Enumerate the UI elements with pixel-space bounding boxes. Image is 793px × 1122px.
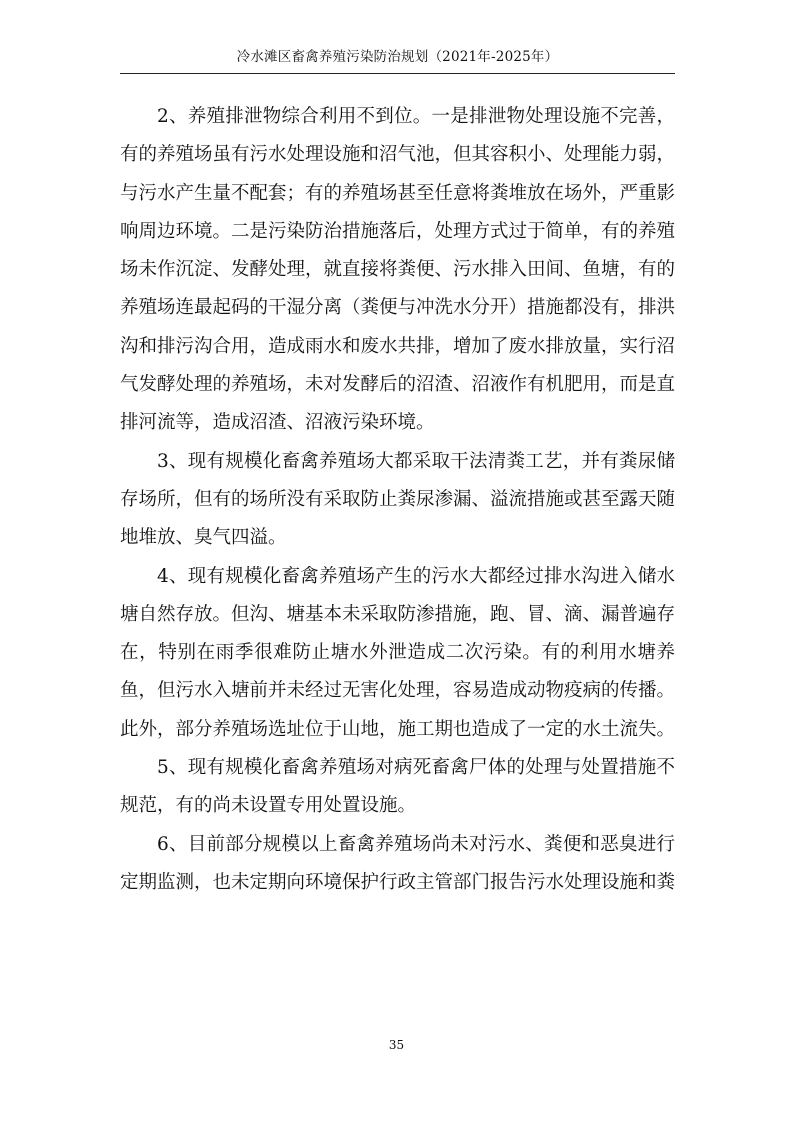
paragraph-item-5: 5、现有规模化畜禽养殖场对病死畜禽尸体的处理与处置措施不规范，有的尚未设置专用处置设施。 [120,757,675,817]
paragraph-item-2: 2、养殖排泄物综合利用不到位。一是排泄物处理设施不完善，有的养殖场虽有污水处理设施和沼气池，但其容积小、处理能力弱，与污水产生量不配套；有的养殖场甚至任意将粪堆放在场外，严重影响周边环境。二是污染防治措施落后，处理方式过于简单，有的养殖场未作沉淀、发酵处理，就直接将粪便、污水排入田间、鱼塘，有的养殖场连最起码的干湿分离（粪便与冲洗水分开）措施都没有，排洪沟和排污沟合用，造成雨水和废水共排，增加了废水排放量，实行沼气发酵处理的养殖场，未对发酵后的沼渣、沼液作有机肥用，而是直排河流等，造成沼渣、沼液污染环境。 [120,106,676,434]
paragraph-item-3: 3、现有规模化畜禽养殖场大都采取干法清粪工艺，并有粪尿储存场所，但有的场所没有采取防止粪尿渗漏、溢流措施或甚至露天随地堆放、臭气四溢。 [120,450,676,549]
paragraph-item-6: 6、目前部分规模以上畜禽养殖场尚未对污水、粪便和恶臭进行定期监测，也未定期向环境保护行政主管部门报告污水处理设施和粪 [120,833,676,893]
body-text [120,98,675,902]
header-divider [120,73,675,74]
paragraph-item-4: 4、现有规模化畜禽养殖场产生的污水大都经过排水沟进入储水塘自然存放。但沟、塘基本未采取防渗措施，跑、冒、滴、漏普遍存在，特别在雨季很难防止塘水外泄造成二次污染。有的利用水塘养鱼，但污水入塘前并未经过无害化处理，容易造成动物疫病的传播。此外，部分养殖场选址位于山地，施工期也造成了一定的水土流失。 [120,565,676,740]
page-number: 35 [388,1038,405,1052]
page-header-title: 冷水滩区畜禽养殖污染防治规划（2021年-2025年） [236,49,559,65]
